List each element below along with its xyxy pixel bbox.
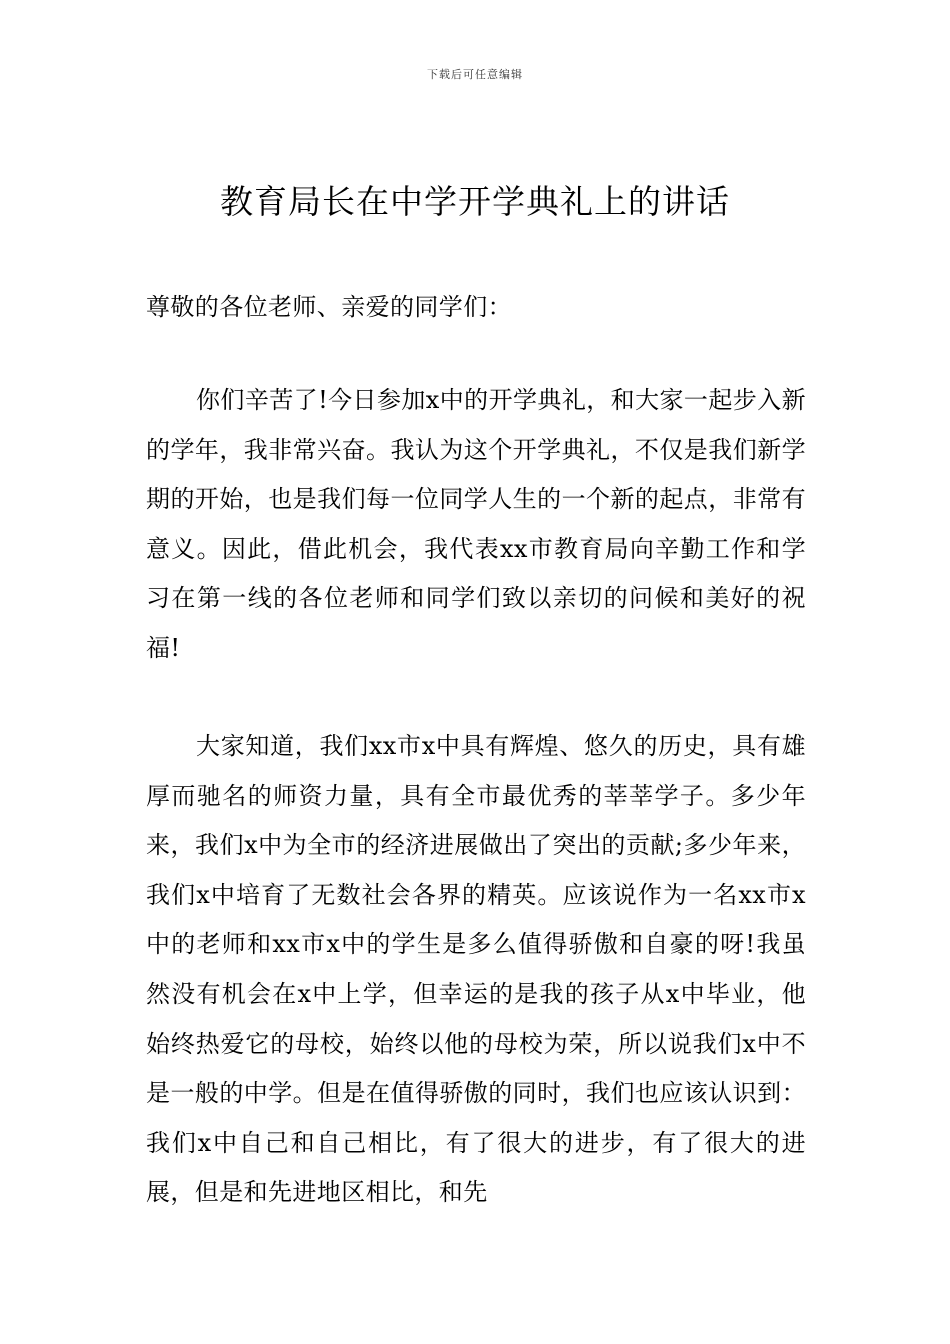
document-title: 教育局长在中学开学典礼上的讲话 (220, 182, 730, 221)
paragraph-1: 你们辛苦了!今日参加x中的开学典礼，和大家一起步入新的学年，我非常兴奋。我认为这个开学典礼，不仅是我们新学期的开始，也是我们每一位同学人生的一个新的起点，非常有意义。因此，借此机会，我代表xx市教育局向辛勤工作和学习在第一线的各位老师和同学们致以亲切的问候和美好的祝福! (146, 386, 806, 662)
salutation: 尊敬的各位老师、亲爱的同学们： (146, 293, 512, 321)
header-note: 下载后可任意编辑 (427, 68, 523, 81)
paragraph-2: 大家知道，我们xx市x中具有辉煌、悠久的历史，具有雄厚而驰名的师资力量，具有全市最优秀的莘莘学子。多少年来，我们x中为全市的经济进展做出了突出的贡献;多少年来，我们x中培育了无数社会各界的精英。应该说作为一名xx市x中的老师和xx市x中的学生是多么值得骄傲和自豪的呀!我虽然没有机会在x中上学，但幸运的是我的孩子从x中毕业，他始终热爱它的母校，始终以他的母校为荣，所以说我们x中不是一般的中学。但是在值得骄傲的同时，我们也应该认识到：我们x中自己和自己相比，有了很大的进步，有了很大的进展，但是和先进地区相比，和先 (146, 732, 806, 1207)
